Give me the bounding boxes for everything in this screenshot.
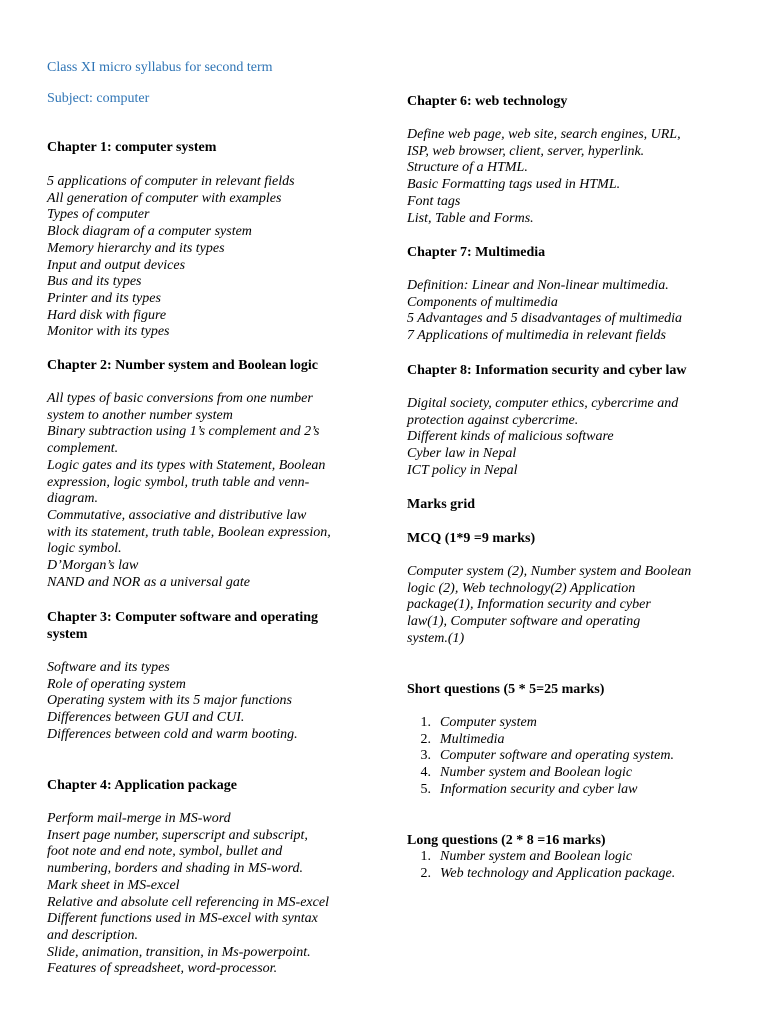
- list-item: Block diagram of a computer system: [47, 224, 252, 240]
- list-item: Relative and absolute cell referencing in MS-excel: [47, 894, 329, 910]
- list-item: [409, 765, 754, 782]
- chapter-3-items: [47, 660, 367, 744]
- list-item: D’Morgan’s law: [47, 558, 139, 574]
- list-item: NAND and NOR as a universal gate: [47, 574, 250, 590]
- list-number: 5.: [420, 781, 431, 797]
- subject-line: Subject: computer: [47, 91, 150, 106]
- list-number: 1.: [420, 715, 431, 730]
- list-item: Features of spreadsheet, word-processor.: [47, 961, 278, 977]
- list-item: Monitor with its types: [47, 324, 170, 340]
- list-item: Differences between cold and warm booting.: [47, 726, 298, 742]
- list-item: [409, 849, 754, 866]
- list-item: All generation of computer with examples: [47, 190, 282, 206]
- list-number: 2.: [420, 865, 431, 881]
- mcq-line: logic (2), Web technology(2) Application: [407, 580, 636, 596]
- list-item: Printer and its types: [47, 290, 161, 306]
- chapter-6-heading: Chapter 6: web technology: [407, 94, 568, 109]
- list-text: Number system and Boolean logic: [440, 849, 633, 864]
- list-item: Structure of a HTML.: [407, 160, 528, 176]
- chapter-1-heading: Chapter 1: computer system: [47, 140, 217, 155]
- list-number: 2.: [420, 731, 431, 747]
- list-item: foot note and end note, symbol, bullet and: [47, 844, 283, 860]
- chapter-3-heading: [47, 610, 367, 643]
- long-questions-list: [409, 849, 754, 882]
- list-item: 5 applications of computer in relevant fields: [47, 174, 295, 189]
- chapter-7-heading: Chapter 7: Multimedia: [407, 245, 546, 260]
- document-title: Class XI micro syllabus for second term: [47, 60, 273, 75]
- list-item: Digital society, computer ethics, cybercrime and: [407, 396, 679, 411]
- list-item: Define web page, web site, search engines, URL,: [407, 127, 681, 142]
- list-item: [409, 715, 754, 732]
- list-item: Perform mail-merge in MS-word: [47, 811, 231, 826]
- list-item: 7 Applications of multimedia in relevant fields: [407, 328, 666, 344]
- list-number: 1.: [420, 849, 431, 864]
- list-item: ICT policy in Nepal: [407, 462, 518, 478]
- list-item: diagram.: [47, 491, 98, 507]
- list-item: [409, 866, 754, 883]
- list-item: protection against cybercrime.: [407, 412, 579, 428]
- chapter-8-items: [407, 396, 752, 480]
- list-item: complement.: [47, 441, 119, 457]
- list-text: Multimedia: [440, 731, 505, 747]
- marks-grid-heading: Marks grid: [407, 497, 476, 512]
- list-item: Components of multimedia: [407, 294, 558, 310]
- short-questions-heading: Short questions (5 * 5=25 marks): [407, 682, 605, 697]
- list-text: Number system and Boolean logic: [440, 765, 633, 781]
- list-item: Logic gates and its types with Statement, Boolean: [47, 457, 326, 473]
- list-text: Computer system: [440, 715, 537, 730]
- list-item: [409, 782, 754, 799]
- list-item: Operating system with its 5 major functions: [47, 693, 292, 709]
- mcq-heading: MCQ (1*9 =9 marks): [407, 531, 536, 546]
- chapter-8-heading: Chapter 8: Information security and cyber law: [407, 363, 687, 378]
- list-item: Mark sheet in MS-excel: [47, 877, 180, 893]
- list-item: Software and its types: [47, 660, 170, 675]
- list-item: numbering, borders and shading in MS-word.: [47, 861, 304, 877]
- list-item: Cyber law in Nepal: [407, 446, 517, 462]
- list-item: Differences between GUI and CUI.: [47, 710, 245, 726]
- list-number: 3.: [420, 748, 431, 764]
- list-item: ISP, web browser, client, server, hyperlink.: [407, 143, 645, 159]
- list-item: Binary subtraction using 1’s complement and 2’s: [47, 424, 320, 440]
- list-item: [409, 732, 754, 749]
- list-item: All types of basic conversions from one number: [47, 391, 313, 406]
- list-item: expression, logic symbol, truth table and venn-: [47, 474, 310, 490]
- chapter-4-heading: Chapter 4: Application package: [47, 778, 237, 793]
- list-item: Different kinds of malicious software: [407, 429, 614, 445]
- list-item: Slide, animation, transition, in Ms-powerpoint.: [47, 944, 311, 960]
- mcq-line: law(1), Computer software and operating: [407, 614, 641, 630]
- short-questions-list: [409, 715, 754, 799]
- list-item: Font tags: [407, 193, 461, 209]
- chapter-1-items: [47, 174, 367, 341]
- list-text: Web technology and Application package.: [440, 865, 676, 881]
- long-questions-heading: Long questions (2 * 8 =16 marks): [407, 833, 606, 848]
- list-item: [409, 748, 754, 765]
- list-item: 5 Advantages and 5 disadvantages of multimedia: [407, 311, 683, 327]
- chapter-2-items: [47, 391, 367, 591]
- list-item: Bus and its types: [47, 274, 142, 290]
- mcq-description: [407, 564, 752, 648]
- list-text: Information security and cyber law: [440, 781, 638, 797]
- list-item: logic symbol.: [47, 541, 122, 557]
- mcq-line: system.(1): [407, 630, 465, 646]
- list-item: Role of operating system: [47, 676, 186, 692]
- list-item: with its statement, truth table, Boolean expression,: [47, 524, 331, 540]
- mcq-line: Computer system (2), Number system and Boolean: [407, 564, 692, 579]
- list-item: Insert page number, superscript and subscript,: [47, 827, 308, 843]
- list-item: List, Table and Forms.: [407, 210, 534, 226]
- list-number: 4.: [420, 765, 431, 781]
- chapter-3-heading-line-2: system: [47, 626, 88, 642]
- list-item: Input and output devices: [47, 257, 186, 273]
- list-item: and description.: [47, 927, 138, 943]
- mcq-line: package(1), Information security and cyber: [407, 597, 651, 613]
- list-text: Computer software and operating system.: [440, 748, 674, 764]
- chapter-2-heading: Chapter 2: Number system and Boolean logic: [47, 358, 318, 373]
- chapter-4-items: [47, 811, 367, 978]
- list-item: Types of computer: [47, 207, 150, 223]
- list-item: system to another number system: [47, 407, 233, 423]
- list-item: Different functions used in MS-excel with syntax: [47, 911, 318, 927]
- list-item: Hard disk with figure: [47, 307, 167, 323]
- list-item: Commutative, associative and distributive law: [47, 507, 307, 523]
- list-item: Definition: Linear and Non-linear multimedia.: [407, 278, 669, 293]
- chapter-7-items: [407, 278, 752, 345]
- list-item: Basic Formatting tags used in HTML.: [407, 177, 621, 193]
- list-item: Memory hierarchy and its types: [47, 240, 225, 256]
- chapter-6-items: [407, 127, 752, 227]
- chapter-3-heading-line-1: Chapter 3: Computer software and operating: [47, 610, 319, 625]
